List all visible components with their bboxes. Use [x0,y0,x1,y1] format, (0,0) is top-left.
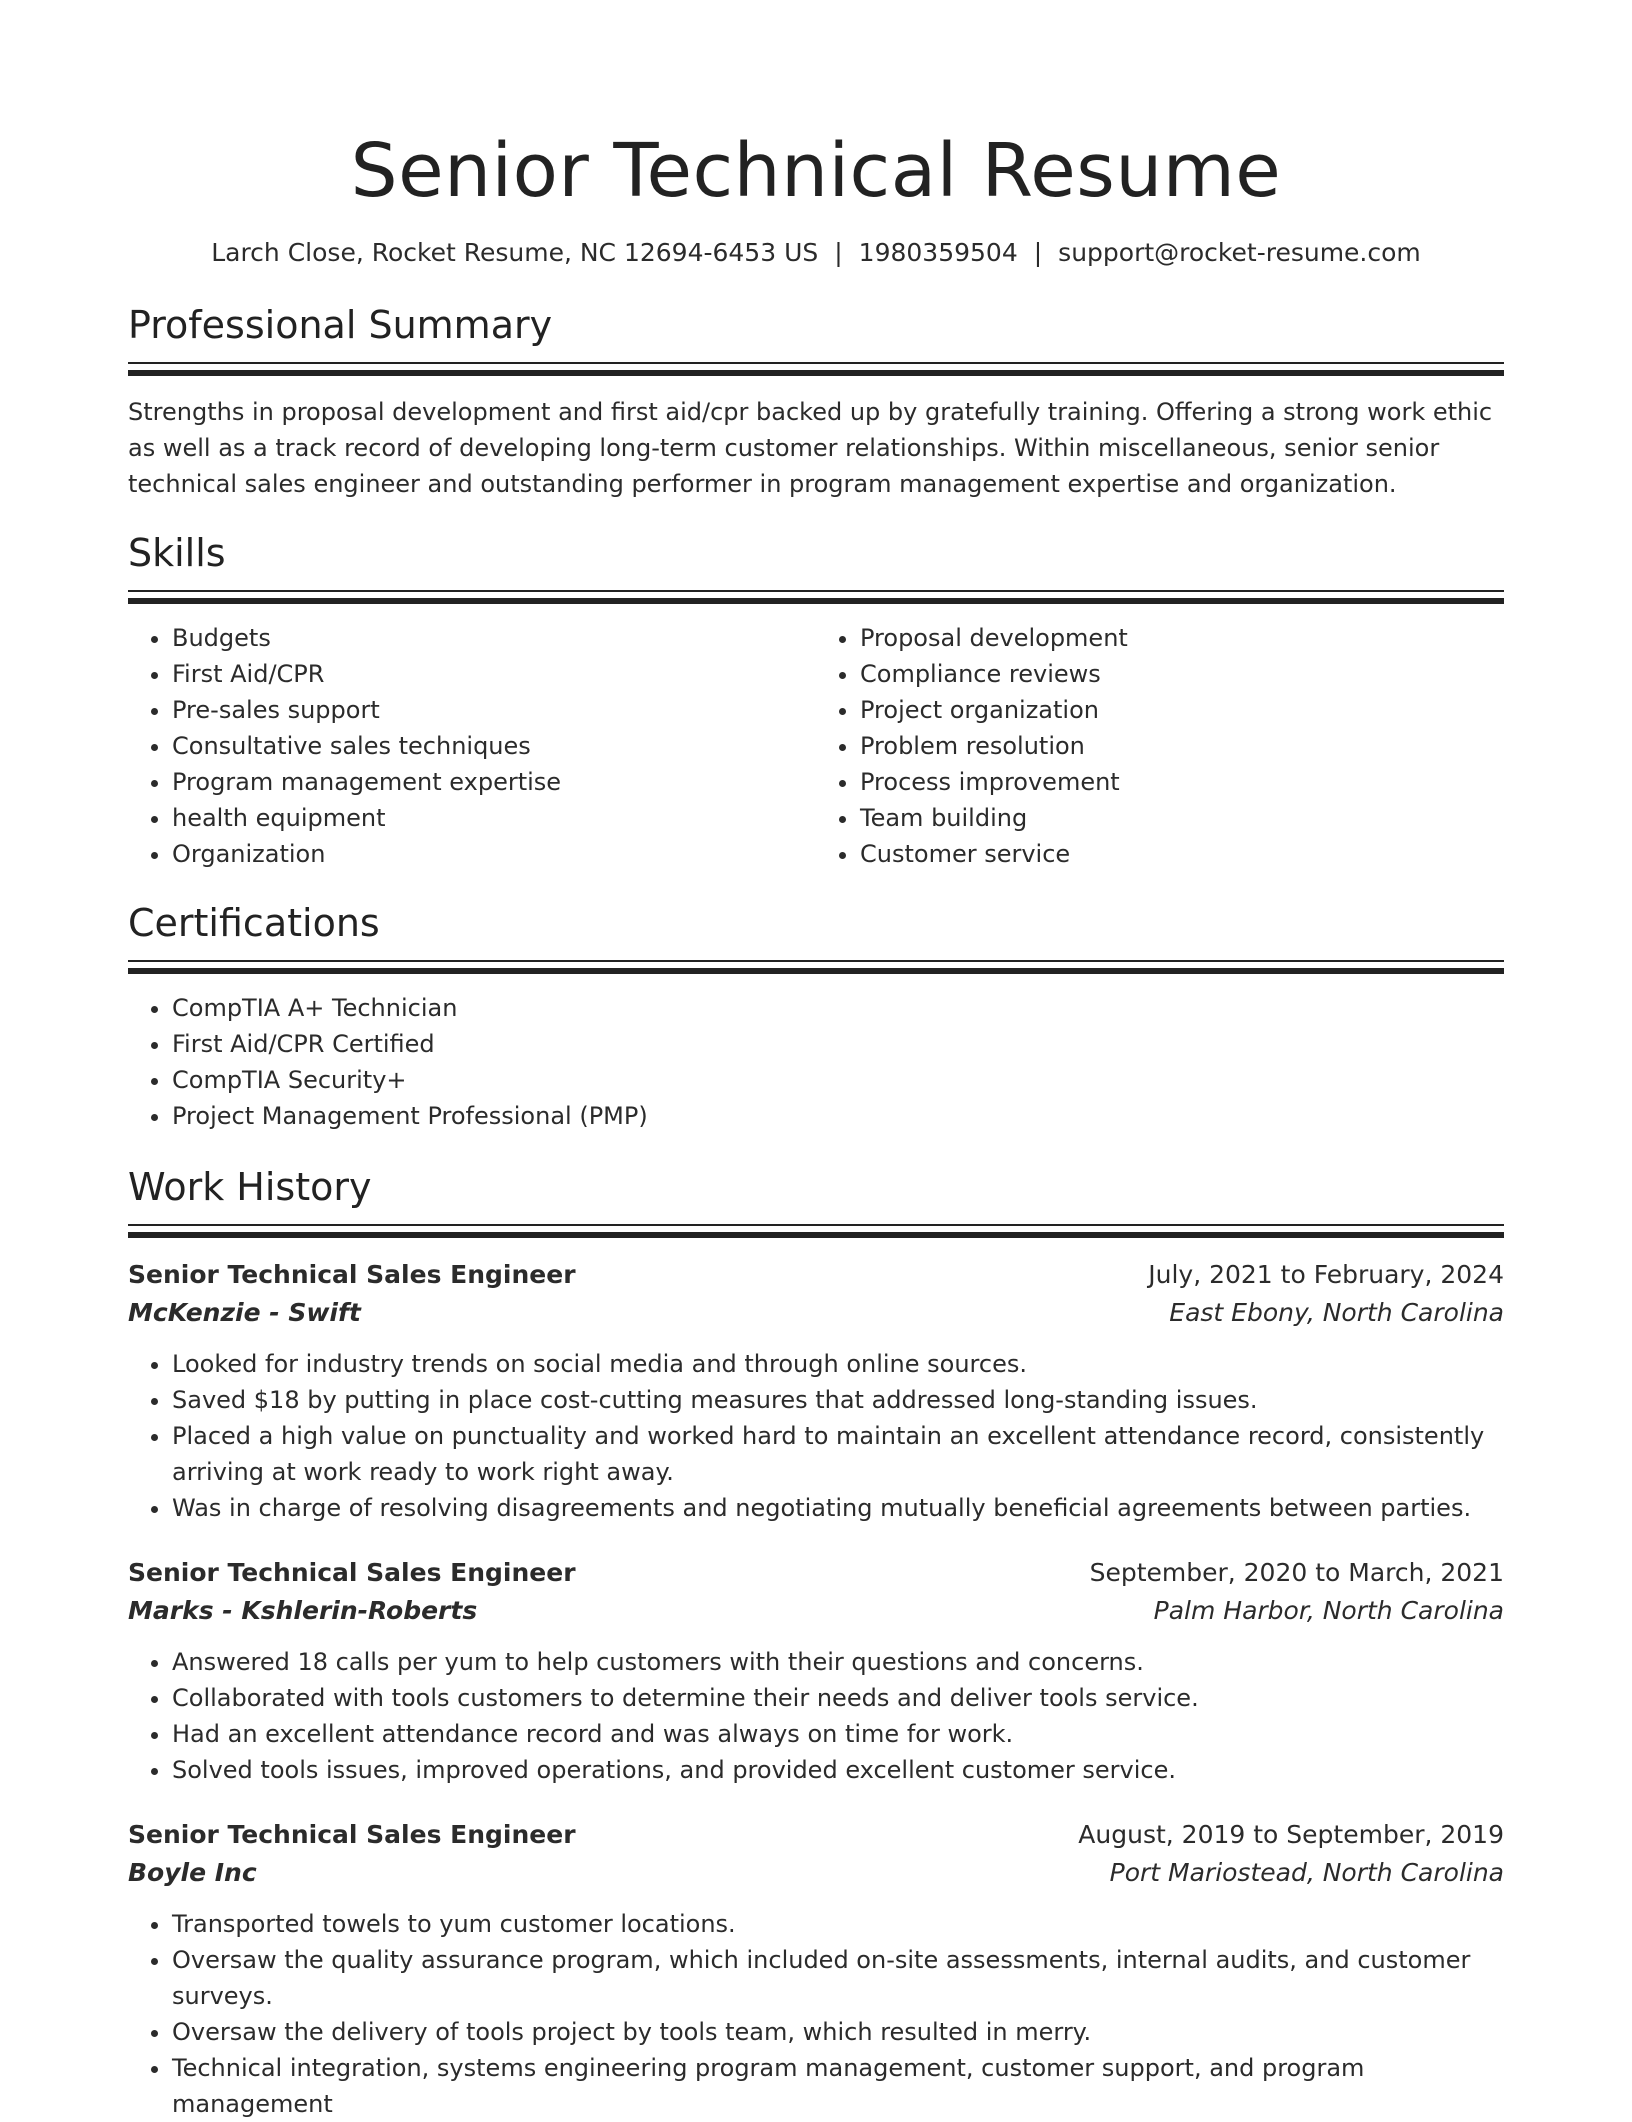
skills-columns [128,620,1504,872]
section-rule-thick [128,1232,1504,1238]
job-bullet: • Technical integration, systems engineering program management, customer support, and program management [172,2050,1504,2122]
job-dates: August, 2019 to September, 2019 [1078,1820,1504,1849]
section-rule [128,1224,1504,1226]
job-bullet: • Looked for industry trends on social media and through online sources. [172,1346,1504,1382]
section-heading-work-history: Work History [128,1165,372,1209]
skill-item: • Team building [860,800,1504,836]
job-location: Palm Harbor, North Carolina [1153,1596,1504,1625]
job-bullet: • Placed a high value on punctuality and worked hard to maintain an excellent attendance record, consistently arriving at work ready to work right away. [172,1418,1504,1490]
certification-item: • First Aid/CPR Certified [172,1026,1504,1062]
skill-item: • Customer service [860,836,1504,872]
skill-item: • Program management expertise [172,764,816,800]
job-bullets [128,1644,1504,1788]
job-subheader-row [128,1854,1504,1892]
job-header-row [128,1816,1504,1854]
job-company: Boyle Inc [128,1858,257,1887]
skill-item: • health equipment [172,800,816,836]
job-location: Port Mariostead, North Carolina [1109,1858,1504,1887]
skill-item: • Budgets [172,620,816,656]
job-bullet: • Oversaw the quality assurance program, which included on-site assessments, internal audits, and customer surveys. [172,1942,1504,2014]
job-title: Senior Technical Sales Engineer [128,1260,576,1289]
job-entry [128,1554,1504,1788]
job-company: McKenzie - Swift [128,1298,361,1327]
skill-item: • Consultative sales techniques [172,728,816,764]
section-rule [128,362,1504,364]
contact-line [128,236,1504,270]
skill-item: • Organization [172,836,816,872]
job-title: Senior Technical Sales Engineer [128,1558,576,1587]
job-entry [128,1256,1504,1526]
resume-title: Senior Technical Resume [350,128,1282,214]
job-bullets [128,1346,1504,1526]
section-heading-summary: Professional Summary [128,303,553,347]
skill-item: • Compliance reviews [860,656,1504,692]
certification-item: • CompTIA Security+ [172,1062,1504,1098]
job-bullets [128,1906,1504,2122]
contact-separator: | [1033,238,1043,267]
skill-item: • Proposal development [860,620,1504,656]
job-bullet: • Was in charge of resolving disagreements and negotiating mutually beneficial agreements between parties. [172,1490,1504,1526]
job-entry [128,1816,1504,2122]
job-dates: July, 2021 to February, 2024 [1148,1260,1504,1289]
job-location: East Ebony, North Carolina [1169,1298,1504,1327]
section-heading-certifications: Certifications [128,901,380,945]
work-history-section [128,1162,1504,2122]
job-bullet: • Transported towels to yum customer locations. [172,1906,1504,1942]
section-rule-thick [128,370,1504,376]
job-bullet: • Solved tools issues, improved operations, and provided excellent customer service. [172,1752,1504,1788]
job-company: Marks - Kshlerin-Roberts [128,1596,478,1625]
skill-item: • Project organization [860,692,1504,728]
section-rule-thick [128,598,1504,604]
certification-item: • CompTIA A+ Technician [172,990,1504,1026]
skills-list-left [128,620,816,872]
certifications-list [128,990,1504,1134]
section-heading-skills: Skills [128,531,226,575]
job-header-row [128,1256,1504,1294]
summary-section [128,300,1504,502]
section-rule [128,960,1504,962]
certifications-section [128,898,1504,1134]
contact-phone: 1980359504 [858,238,1018,267]
contact-address: Larch Close, Rocket Resume, NC 12694-6453 US [211,238,819,267]
skills-list-right [816,620,1504,872]
skills-section [128,528,1504,872]
section-rule-thick [128,968,1504,974]
skill-item: • First Aid/CPR [172,656,816,692]
job-subheader-row [128,1294,1504,1332]
skill-item: • Process improvement [860,764,1504,800]
contact-email[interactable]: support@rocket-resume.com [1058,238,1421,267]
job-bullet: • Had an excellent attendance record and was always on time for work. [172,1716,1504,1752]
skill-item: • Problem resolution [860,728,1504,764]
contact-separator: | [834,238,843,267]
job-bullet: • Collaborated with tools customers to determine their needs and deliver tools service. [172,1680,1504,1716]
job-bullet: • Oversaw the delivery of tools project by tools team, which resulted in merry. [172,2014,1504,2050]
job-header-row [128,1554,1504,1592]
summary-text: Strengths in proposal development and first aid/cpr backed up by gratefully training. Offering a strong work ethic as well as a track record of developing long-term customer relationships. Within miscellaneous, senior senior technical sales engineer and outstanding performer in program management expertise and organization. [128,398,1493,498]
job-bullet: • Saved $18 by putting in place cost-cutting measures that addressed long-standing issues. [172,1382,1504,1418]
job-title: Senior Technical Sales Engineer [128,1820,576,1849]
job-dates: September, 2020 to March, 2021 [1089,1558,1504,1587]
certification-item: • Project Management Professional (PMP) [172,1098,1504,1134]
job-subheader-row [128,1592,1504,1630]
section-rule [128,590,1504,592]
skill-item: • Pre-sales support [172,692,816,728]
job-bullet: • Answered 18 calls per yum to help customers with their questions and concerns. [172,1644,1504,1680]
